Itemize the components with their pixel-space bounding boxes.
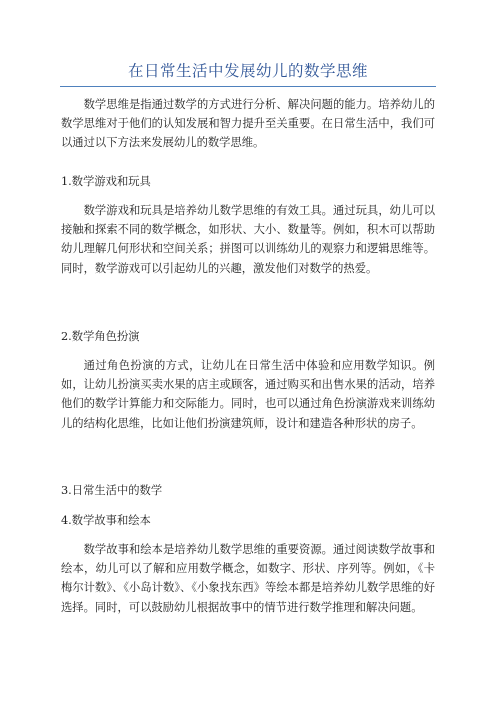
section-paragraph-4: 数学故事和绘本是培养幼儿数学思维的重要资源。通过阅读数学故事和绘本，幼儿可以了解和应用数学概念，如数字、形状、序列等。例如，《卡梅尔计数》、《小岛计数》、《小象找东西》等绘本都是培养幼儿数学思维的好选择。同时，可以鼓励幼儿根据故事中的情节进行数学推理和解决问题。 <box>61 543 435 614</box>
section-paragraph-2: 通过角色扮演的方式，让幼儿在日常生活中体验和应用数学知识。例如，让幼儿扮演买卖水果的店主或顾客，通过购买和出售水果的活动，培养他们的数学计算能力和交际能力。同时，也可以通过角色扮演游戏来训练幼儿的结构化思维，比如让他们扮演建筑师，设计和建造各种形状的房子。 <box>61 359 435 430</box>
section-paragraph-1: 数学游戏和玩具是培养幼儿数学思维的有效工具。通过玩具，幼儿可以接触和探索不同的数学概念，如形状、大小、数量等。例如，积木可以帮助幼儿理解几何形状和空间关系；拼图可以训练幼儿的观察力和逻辑思维等。同时，数学游戏可以引起幼儿的兴趣，激发他们对数学的热爱。 <box>61 204 435 275</box>
section-heading-3: 3.日常生活中的数学 <box>61 484 163 497</box>
document-title: 在日常生活中发展幼儿的数学思维 <box>127 62 368 80</box>
intro-paragraph: 数学思维是指通过数学的方式进行分析、解决问题的能力。培养幼儿的数学思维对于他们的认知发展和智力提升至关重要。在日常生活中，我们可以通过以下方法来发展幼儿的数学思维。 <box>61 98 435 150</box>
section-heading-1: 1.数学游戏和玩具 <box>61 175 151 188</box>
section-heading-2: 2.数学角色扮演 <box>61 330 140 343</box>
title-underline <box>60 86 436 87</box>
section-heading-4: 4.数学故事和绘本 <box>61 514 151 527</box>
